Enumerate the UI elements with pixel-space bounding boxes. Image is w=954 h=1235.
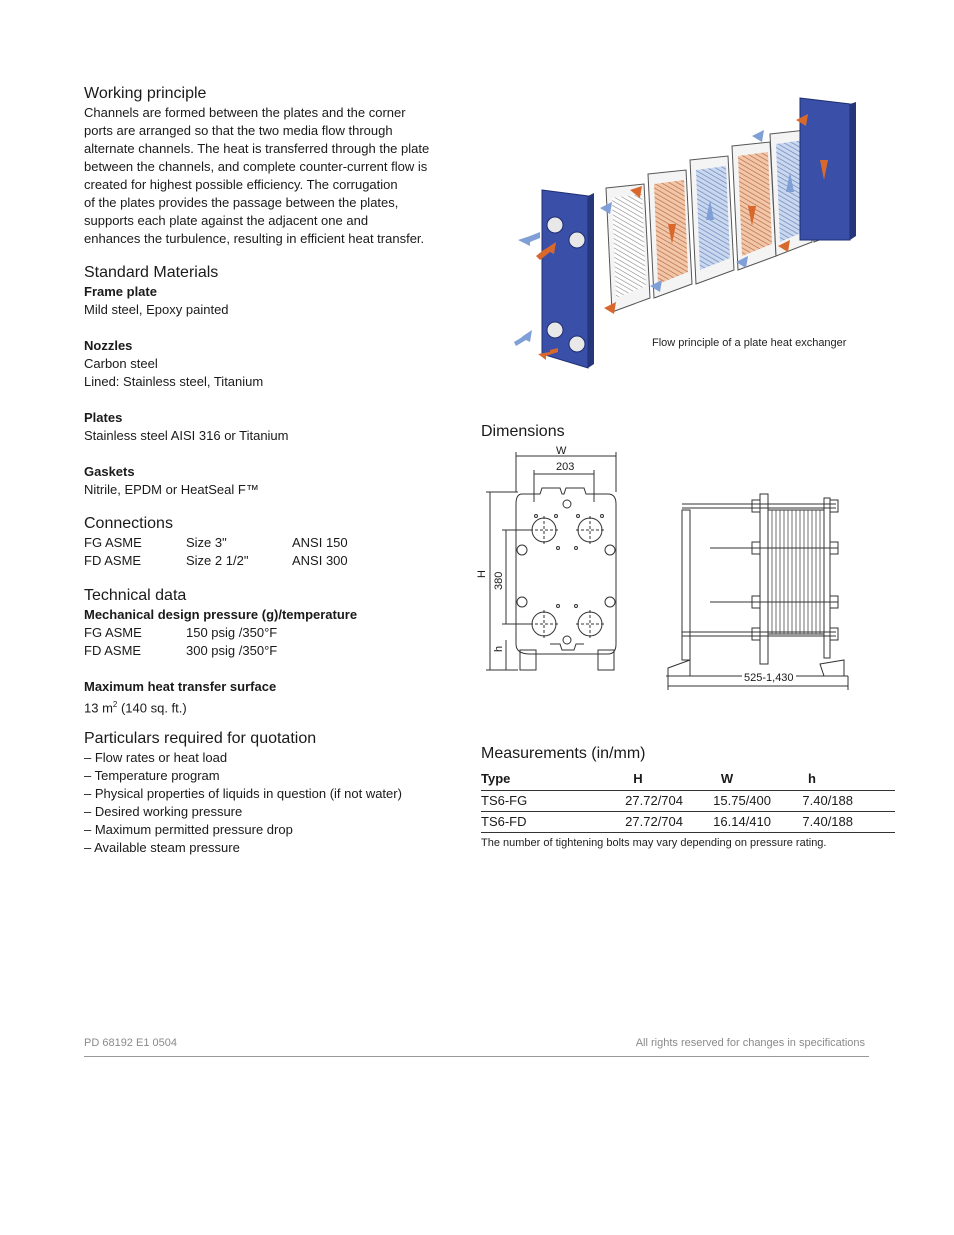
header-type: Type	[481, 771, 511, 786]
working-principle-title: Working principle	[84, 85, 207, 102]
table-row	[481, 791, 895, 812]
connection-type: FD ASME	[84, 553, 142, 568]
working-principle-line: alternate channels. The heat is transferred through the plate	[84, 141, 430, 156]
flow-figure-caption: Flow principle of a plate heat exchanger	[652, 337, 847, 349]
list-item: – Physical properties of liquids in question (if not water)	[84, 785, 464, 803]
working-principle-line: supports each plate against the adjacent one and	[84, 213, 369, 228]
connections-row	[84, 552, 464, 570]
cell-type: TS6-FG	[481, 791, 593, 812]
gaskets-value: Nitrile, EPDM or HeatSeal F™	[84, 482, 259, 497]
cell-type: TS6-FD	[481, 812, 593, 833]
standard-materials-title: Standard Materials	[84, 264, 219, 281]
nozzles-label: Nozzles	[84, 338, 133, 353]
cell-h-lower: 7.40/188	[771, 791, 853, 812]
header-h-lower: h	[808, 771, 816, 786]
h-label: H	[476, 570, 488, 578]
measurements-note: The number of tightening bolts may vary depending on pressure rating.	[481, 837, 827, 849]
w-label: W	[556, 445, 567, 457]
working-principle-section	[84, 84, 464, 248]
quotation-section	[84, 729, 464, 857]
table-row	[481, 812, 895, 833]
cell-h-lower: 7.40/188	[771, 812, 853, 833]
plates-label: Plates	[84, 410, 123, 425]
measurements-table	[481, 769, 895, 833]
working-principle-line: Channels are formed between the plates and the corner	[84, 105, 406, 120]
nozzles-value: Lined: Stainless steel, Titanium	[84, 374, 264, 389]
working-principle-line: enhances the turbulence, resulting in efficient heat transfer.	[84, 231, 425, 246]
cell-h-upper: 27.72/704	[593, 791, 683, 812]
connection-size: Size 3"	[186, 535, 227, 550]
list-item: – Desired working pressure	[84, 803, 464, 821]
footer-divider	[84, 1056, 869, 1057]
connection-type: FG ASME	[84, 535, 142, 550]
heat-suffix: (140 sq. ft.)	[117, 700, 187, 716]
connections-row	[84, 534, 464, 552]
tech-row	[84, 642, 464, 660]
footer-document-code: PD 68192 E1 0504	[84, 1037, 177, 1049]
working-principle-line: between the channels, and complete counter-current flow is	[84, 159, 428, 174]
heat-surface-value	[84, 696, 464, 717]
list-item: – Temperature program	[84, 767, 464, 785]
connections-section	[84, 514, 464, 570]
tech-value: 150 psig /350°F	[186, 625, 278, 640]
list-item: – Available steam pressure	[84, 839, 464, 857]
heat-sup: 2	[112, 700, 118, 709]
flow-principle-illustration	[500, 90, 870, 370]
connection-size: Size 2 1/2"	[186, 553, 249, 568]
table-header-row	[481, 769, 895, 791]
list-item: – Maximum permitted pressure drop	[84, 821, 464, 839]
gaskets-label: Gaskets	[84, 464, 135, 479]
connections-title: Connections	[84, 515, 173, 532]
quotation-list	[84, 749, 464, 857]
heat-surface-label: Maximum heat transfer surface	[84, 679, 277, 694]
header-w: W	[720, 771, 734, 786]
header-h-upper: H	[633, 771, 643, 786]
cell-w: 16.14/410	[683, 812, 771, 833]
w-inner-label: 203	[556, 461, 575, 473]
working-principle-line: ports are arranged so that the two media flow through	[84, 123, 393, 138]
standard-materials-section	[84, 263, 464, 499]
h-small-label: h	[493, 645, 505, 652]
working-principle-line: created for highest possible efficiency. The corrugation	[84, 177, 398, 192]
length-label: 525-1,430	[744, 672, 794, 684]
side-view-drawing	[660, 490, 856, 690]
quotation-title: Particulars required for quotation	[84, 730, 317, 747]
mech-design-label: Mechanical design pressure (g)/temperature	[84, 607, 358, 622]
tech-row	[84, 624, 464, 642]
cell-h-upper: 27.72/704	[593, 812, 683, 833]
list-item: – Flow rates or heat load	[84, 749, 464, 767]
cell-w: 15.75/400	[683, 791, 771, 812]
tech-value: 300 psig /350°F	[186, 643, 278, 658]
technical-data-title: Technical data	[84, 587, 187, 604]
plate-1	[606, 184, 650, 312]
dimensions-title: Dimensions	[481, 423, 565, 440]
tech-type: FG ASME	[84, 625, 142, 640]
connection-rating: ANSI 300	[292, 553, 348, 568]
plates-value: Stainless steel AISI 316 or Titanium	[84, 428, 289, 443]
front-view-drawing	[478, 444, 628, 676]
tech-type: FD ASME	[84, 643, 142, 658]
h-inner-label: 380	[493, 571, 505, 590]
footer-rights: All rights reserved for changes in specifications	[635, 1037, 865, 1049]
measurements-title: Measurements (in/mm)	[481, 745, 646, 762]
frame-plate-value: Mild steel, Epoxy painted	[84, 302, 229, 317]
working-principle-line: of the plates provides the passage between the plates,	[84, 195, 399, 210]
connection-rating: ANSI 150	[292, 535, 348, 550]
technical-data-section	[84, 586, 464, 717]
nozzles-value: Carbon steel	[84, 356, 158, 371]
heat-value: 13 m	[84, 700, 113, 716]
frame-plate-label: Frame plate	[84, 284, 157, 299]
